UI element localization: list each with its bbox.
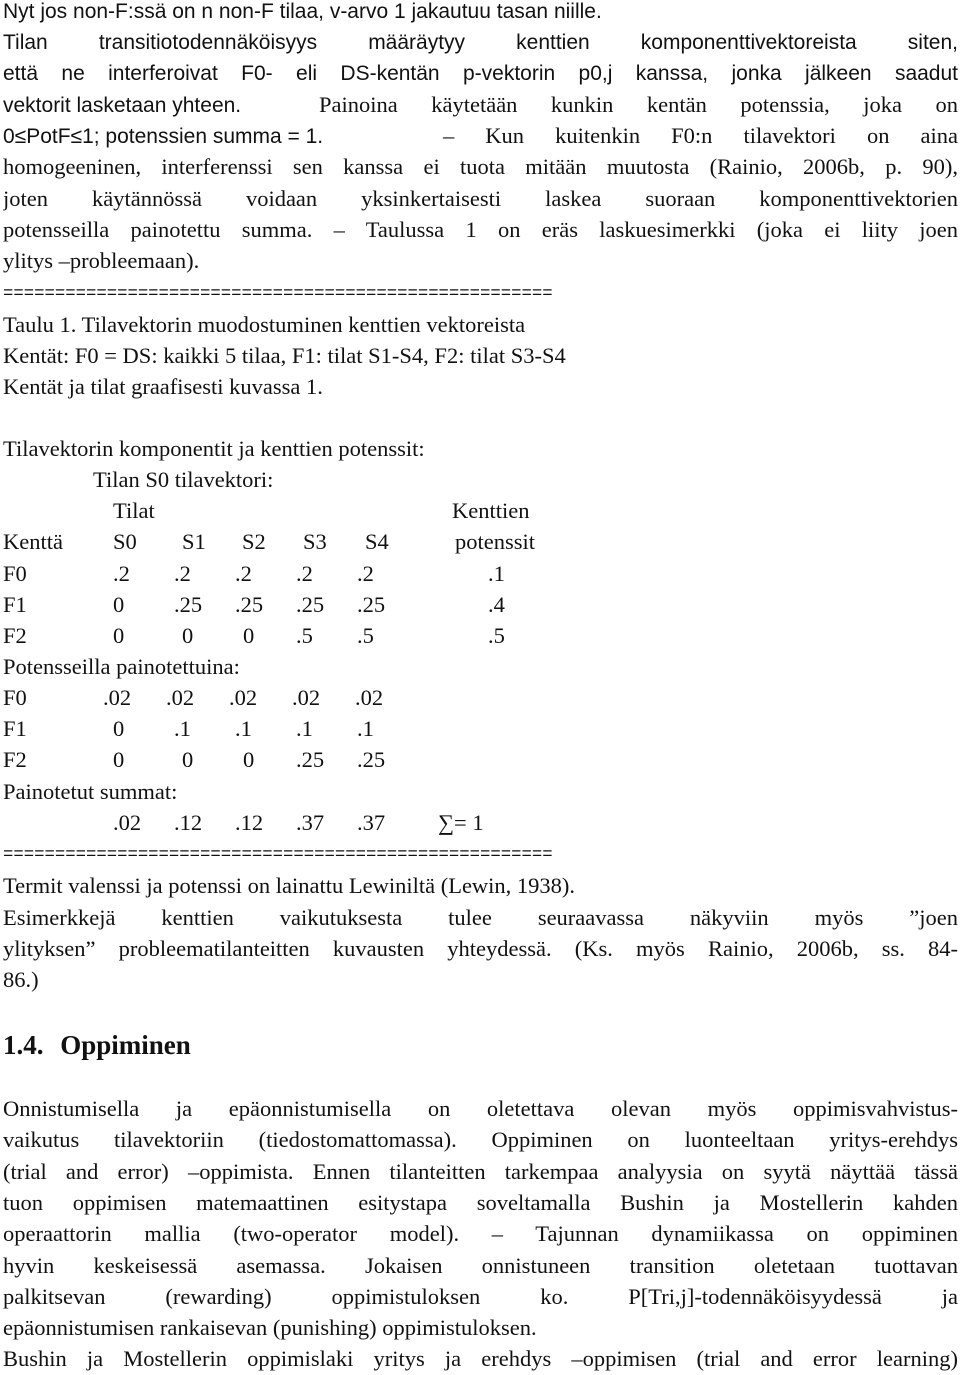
cell: .25 xyxy=(357,747,386,772)
text-line: ylityksen” probleematilanteitten kuvausten yhteydessä. (Ks. myös Rainio, 2006b, ss. 84- xyxy=(3,936,958,961)
cell: .25 xyxy=(357,592,386,617)
cell: .02 xyxy=(113,810,142,835)
cell: .12 xyxy=(174,810,203,835)
weighted-title: Potensseilla painotettuina: xyxy=(3,654,240,679)
text-line: potensseilla painotettu summa. – Taulussa 1 on eräs laskuesimerkki (joka ei liity joen xyxy=(3,217,958,242)
cell: 0 xyxy=(113,716,125,741)
table-row xyxy=(0,621,960,651)
separator-bottom: ===================================================== xyxy=(3,846,553,865)
text-line: hyvin keskeisessä asemassa. Jokaisen onnistuneen transition oletetaan tuottavan xyxy=(3,1253,958,1278)
header-cell: S1 xyxy=(182,529,206,554)
table-header xyxy=(0,527,960,557)
cell: .1 xyxy=(357,716,374,741)
cell: .2 xyxy=(235,561,252,586)
text-line: 86.) xyxy=(3,967,39,992)
section-title: Oppiminen xyxy=(60,1030,191,1060)
state-title: Tilan S0 tilavektori: xyxy=(93,467,274,492)
cell: .5 xyxy=(296,623,313,648)
text-line: Nyt jos non-F:ssä on n non-F tilaa, v-arvo 1 jakautuu tasan niille. xyxy=(3,0,602,23)
table-row xyxy=(0,590,960,620)
cell: .5 xyxy=(488,623,505,648)
header-cell: S3 xyxy=(303,529,327,554)
kenttien-label: Kenttien xyxy=(452,498,530,523)
header-cell: Kenttä xyxy=(3,529,63,554)
text-segment: vektorit lasketaan yhteen. xyxy=(3,94,242,117)
table-graph-line: Kentät ja tilat graafisesti kuvassa 1. xyxy=(3,374,323,399)
cell: 0 xyxy=(182,747,194,772)
header-cell: S4 xyxy=(365,529,389,554)
header-cell: potenssit xyxy=(455,529,536,554)
column-group-labels xyxy=(0,496,960,526)
text-line: tuon oppimisen matemaattinen esitystapa soveltamalla Bushin ja Mostellerin kahden xyxy=(3,1190,958,1215)
text-segment: – Kun kuitenkin F0:n tilavektori on aina xyxy=(443,123,958,148)
cell: 0 xyxy=(113,747,125,772)
cell: F0 xyxy=(3,561,27,586)
cell: 0 xyxy=(113,592,125,617)
text-line-mixed xyxy=(3,121,958,152)
cell: F0 xyxy=(3,685,27,710)
cell: .5 xyxy=(357,623,374,648)
cell: .02 xyxy=(292,685,321,710)
cell: .37 xyxy=(357,810,386,835)
weighted-row xyxy=(0,714,960,744)
cell: .12 xyxy=(235,810,264,835)
cell: .02 xyxy=(103,685,132,710)
cell: .02 xyxy=(355,685,384,710)
text-line: homogeeninen, interferenssi sen kanssa ei tuota mitään muutosta (Rainio, 2006b, p. 90), xyxy=(3,154,958,179)
cell: 0 xyxy=(182,623,194,648)
cell: F1 xyxy=(3,716,27,741)
text-segment: Painoina käytetään kunkin kentän potenssia, joka on xyxy=(319,92,958,117)
table-fields-line: Kentät: F0 = DS: kaikki 5 tilaa, F1: tilat S1-S4, F2: tilat S3-S4 xyxy=(3,343,566,368)
cell: .25 xyxy=(296,592,325,617)
text-line: operaattorin mallia (two-operator model). – Tajunnan dynamiikassa on oppiminen xyxy=(3,1221,958,1246)
text-line: (trial and error) –oppimista. Ennen tilanteitten tarkempaa analyysia on syytä näyttää tässä xyxy=(3,1159,958,1184)
text-segment: 0≤PotF≤1; potenssien summa = 1. xyxy=(3,125,324,148)
text-line: että ne interferoivat F0- eli DS-kentän p-vektorin p0,j kanssa, jonka jälkeen saadut xyxy=(3,62,958,85)
text-line: Bushin ja Mostellerin oppimislaki yritys ja erehdys –oppimisen (trial and error learning) xyxy=(3,1346,958,1371)
cell: .1 xyxy=(488,561,505,586)
sums-row xyxy=(0,808,960,838)
cell: .02 xyxy=(229,685,258,710)
cell: .2 xyxy=(174,561,191,586)
weighted-row xyxy=(0,745,960,775)
sum-total: ∑= 1 xyxy=(438,810,484,835)
table-caption: Taulu 1. Tilavektorin muodostuminen kenttien vektoreista xyxy=(3,312,526,337)
text-line: Tilan transitiotodennäköisyys määräytyy kenttien komponenttivektoreista siten, xyxy=(3,31,958,54)
header-cell: S0 xyxy=(113,529,137,554)
components-title: Tilavektorin komponentit ja kenttien potenssit: xyxy=(3,436,425,461)
cell: .37 xyxy=(296,810,325,835)
cell: 0 xyxy=(243,623,255,648)
cell: F1 xyxy=(3,592,27,617)
cell: .02 xyxy=(166,685,195,710)
text-line: joten käytännössä voidaan yksinkertaisesti laskea suoraan komponenttivektorien xyxy=(3,186,958,211)
table-row xyxy=(0,559,960,589)
header-cell: S2 xyxy=(242,529,266,554)
cell: F2 xyxy=(3,747,27,772)
cell: F2 xyxy=(3,623,27,648)
text-line: palkitsevan (rewarding) oppimistuloksen ko. P[Tri,j]-todennäköisyydessä ja xyxy=(3,1284,958,1309)
text-line-mixed xyxy=(3,90,958,121)
cell: 0 xyxy=(243,747,255,772)
text-line: epäonnistumisen rankaisevan (punishing) oppimistuloksen. xyxy=(3,1315,537,1340)
cell: .1 xyxy=(296,716,313,741)
tilat-label: Tilat xyxy=(113,498,155,523)
cell: .25 xyxy=(296,747,325,772)
text-line: Esimerkkejä kenttien vaikutuksesta tulee seuraavassa näkyviin myös ”joen xyxy=(3,905,958,930)
cell: .1 xyxy=(235,716,252,741)
separator-top: ===================================================== xyxy=(3,285,553,304)
sums-title: Painotetut summat: xyxy=(3,779,178,804)
section-number: 1.4. xyxy=(3,1030,44,1060)
text-line: Onnistumisella ja epäonnistumisella on oletettava olevan myös oppimisvahvistus- xyxy=(3,1096,958,1121)
cell: .2 xyxy=(296,561,313,586)
cell: .2 xyxy=(357,561,374,586)
text-line: ylitys –probleemaan). xyxy=(3,248,200,273)
text-line: vaikutus tilavektoriin (tiedostomattomassa). Oppiminen on luonteeltaan yritys-erehdys xyxy=(3,1127,958,1152)
text-line: Termit valenssi ja potenssi on lainattu Lewiniltä (Lewin, 1938). xyxy=(3,873,576,898)
weighted-row xyxy=(0,683,960,713)
cell: .4 xyxy=(488,592,505,617)
cell: .1 xyxy=(174,716,191,741)
cell: .25 xyxy=(174,592,203,617)
section-heading xyxy=(3,1030,958,1060)
cell: .25 xyxy=(235,592,264,617)
cell: .2 xyxy=(113,561,130,586)
cell: 0 xyxy=(113,623,125,648)
